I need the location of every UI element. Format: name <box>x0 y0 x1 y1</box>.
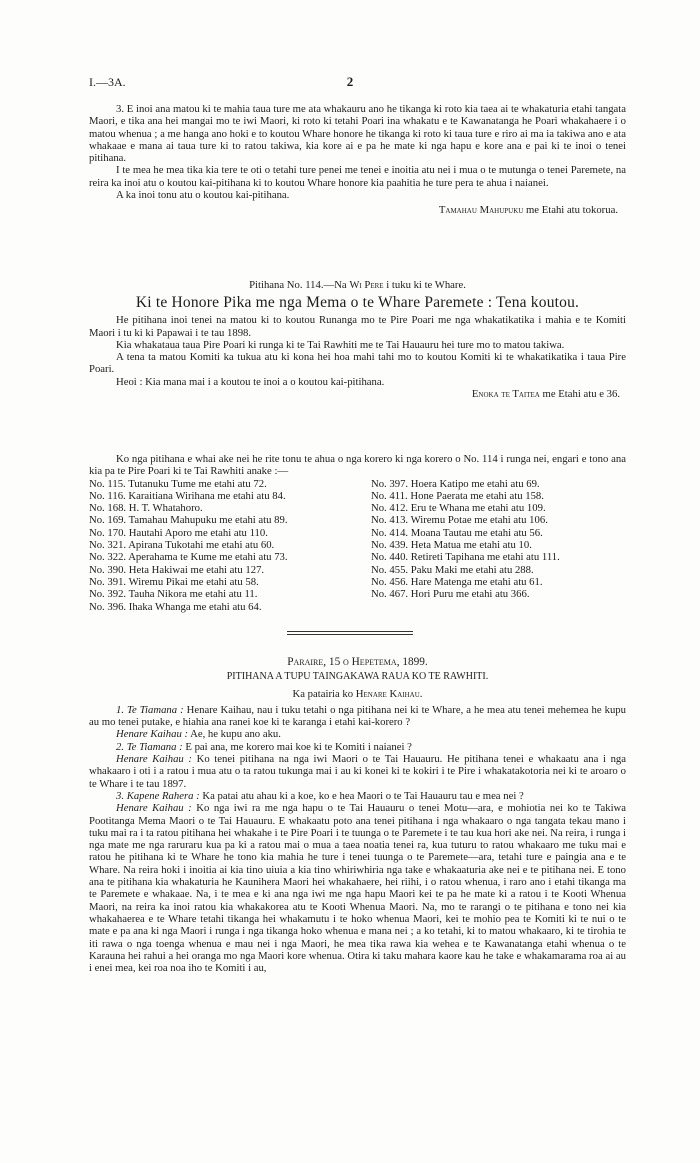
examined-line <box>89 688 626 700</box>
qa-paragraph <box>89 728 626 740</box>
similar-petitions-section <box>89 453 626 613</box>
list-item: No. 412. Eru te Whana me etahi atu 109. <box>371 502 546 515</box>
paragraph: Heoi : Kia mana mai i a koutou te inoi a o koutou kai-pitihana. <box>116 375 385 388</box>
session-reference: I.—3A. <box>89 75 126 89</box>
speech-text: Ka patai atu ahau ki a koe, ko e hea Maori o te Tai Hauauru tau e mea nei ? <box>199 789 524 802</box>
examined-text: Ka patairia ko <box>292 687 356 700</box>
petition-heading <box>89 279 626 291</box>
hearing-date: Paraire, 15 o Hepetema, 1899. <box>287 656 428 668</box>
qa-paragraph <box>89 753 626 790</box>
heading-text: Pitihana No. 114.—Na <box>249 279 350 291</box>
speaker-label: Henare Kaihau : <box>116 753 192 766</box>
qa-paragraph <box>89 802 626 974</box>
paragraph: He pitihana inoi tenei na matou ki to koutou Runanga mo te Pire Poari me nga whakatikatika i mahia e te Komiti Maori i tu ki ki Papawai i te tau 1898. <box>89 314 626 339</box>
signatory-rest: me Etahi atu e 36. <box>539 388 620 401</box>
list-item: No. 321. Apirana Tukotahi me etahi atu 60. <box>89 539 275 552</box>
speech-text: Ae, he kupu ano aku. <box>188 728 281 741</box>
paragraph: I te mea he mea tika kia tere te oti o tetahi ture penei me tenei e inoitia atu nei i mua o te mutunga o tenei Paremete, na reira ka inoi atu o koutou kai-pitihana ki to koutou Whare honore kia paahitia he ture pera te ahua i naianei. <box>89 164 626 189</box>
section-divider <box>287 631 413 637</box>
list-item: No. 396. Ihaka Whanga me etahi atu 64. <box>89 600 262 613</box>
list-item: No. 411. Hone Paerata me etahi atu 158. <box>371 489 544 502</box>
list-item: No. 414. Moana Tautau me etahi atu 56. <box>371 526 543 539</box>
closing-line: A ka inoi tonu atu o koutou kai-pitihana. <box>116 189 290 202</box>
hearing-section <box>89 656 626 974</box>
question-answer-list <box>89 704 626 975</box>
speech-text: Henare Kaihau, nau i tuku tetahi o nga pitihana nei ki te Whare, a he mea atu tenei mehemea he kupu au mo tenei putake, e hiahia ana ranei koe ki te karanga i etahi kai-korero ? <box>89 703 626 729</box>
speaker-label: 3. Kapene Rahera : <box>116 789 200 802</box>
list-item: No. 397. Hoera Katipo me etahi atu 69. <box>371 477 540 490</box>
speaker-label: Henare Kaihau : <box>116 728 189 741</box>
list-item: No. 413. Wiremu Potae me etahi atu 106. <box>371 514 548 527</box>
list-item: No. 116. Karaitiana Wirihana me etahi atu 84. <box>89 489 286 502</box>
petition-list-right <box>371 478 626 613</box>
signatory-name: Tamahau Mahupuku <box>438 204 524 217</box>
qa-paragraph <box>89 790 626 802</box>
list-item: No. 456. Hare Matenga me etahi atu 61. <box>371 575 543 588</box>
petition-list <box>89 478 626 613</box>
list-item: No. 439. Heta Matua me etahi atu 10. <box>371 539 532 552</box>
paragraph: A tena ta matou Komiti ka tukua atu ki kona hei hoa mahi tahi mo to koutou Komiti ki te whakatikatika i taua Pire Poari. <box>89 351 626 376</box>
page-number: 2 <box>346 74 354 89</box>
speaker-label: Henare Kaihau : <box>116 802 192 815</box>
qa-paragraph <box>89 741 626 753</box>
list-item: No. 392. Tauha Nikora me etahi atu 11. <box>89 588 258 601</box>
list-item: No. 322. Aperahama te Kume me etahi atu 73. <box>89 551 288 564</box>
list-item: No. 455. Paku Maki me etahi atu 288. <box>371 563 534 576</box>
list-item: No. 169. Tamahau Mahupuku me etahi atu 89. <box>89 514 288 527</box>
speaker-label: 2. Te Tiamana : <box>116 740 183 753</box>
list-item: No. 168. H. T. Whatahoro. <box>89 502 203 515</box>
examined-end: . <box>419 687 423 700</box>
list-item: No. 391. Wiremu Pikai me etahi atu 58. <box>89 575 259 588</box>
speech-text: E pai ana, me korero mai koe ki te Komiti i naianei ? <box>182 740 412 753</box>
signatory-rest: me Etahi atu tokorua. <box>523 204 618 217</box>
salutation: Ki te Honore Pika me nga Mema o te Whare Paremete : Tena koutou. <box>135 294 580 312</box>
previous-petition-ending <box>89 103 626 217</box>
list-item: No. 390. Heta Hakiwai me etahi atu 127. <box>89 563 265 576</box>
paragraph: Kia whakataua taua Pire Poari ki runga ki te Tai Rawhiti me te Tai Hauauru hei ture mo to matou takiwa. <box>116 338 565 351</box>
petition-114 <box>89 279 626 400</box>
signatory-name: Enoka te Taitea <box>471 388 540 401</box>
petition-list-left <box>89 478 371 613</box>
speaker-label: 1. Te Tiamana : <box>116 703 184 716</box>
list-item: No. 170. Hautahi Aporo me etahi atu 110. <box>89 526 268 539</box>
paragraph: 3. E inoi ana matou ki te mahia taua ture me ata whakauru ano he tikanga ki roto kia taea ai te whakaturia etahi tangata Maori, e tika ana hei mangai mo te iwi Maori, ki roto ki tetahi Poari ina whakatu e te Kawanatanga he Poari whakahaere i o matou whenua ; a me hanga ano hoki e to koutou Whare honore he tikanga ki roto ki taua ture e riro ai ma ia takiwa ano e ata whakaae e mana ai taua ture ki to ratou takiwa, kia kore ai e pa he mate ki nga hapu e kore ana e pai ki te inoi o tenei pitihana. <box>89 103 626 165</box>
heading-text-end: i tuku ki te Whare. <box>383 279 466 291</box>
hearing-title: PITIHANA A TUPU TAINGAKAWA RAUA KO TE RAWHITI. <box>226 671 489 683</box>
list-intro: Ko nga pitihana e whai ake nei he rite tonu te ahua o nga korero ki nga korero o No. 114 i runga nei, engari e tono ana kia pa te Pire Poari ki te Tai Rawhiti anake :— <box>89 453 626 478</box>
examined-name: Henare Kaihau <box>355 687 420 700</box>
speech-text: Ko tenei pitihana na nga iwi Maori o te Tai Hauauru. He pitihana tenei e whakaatu ana i nga whakaaro i oti i a ratou i mua atu o ta ratou tukunga mai i au ki konei ki te kokiri i te Pire i whakatakotoria nei ki te aroaro o te Whare i te tau 1897. <box>89 753 627 790</box>
qa-paragraph <box>89 704 626 729</box>
speech-text: Ko nga iwi ra me nga hapu o te Tai Hauauru o tenei Motu—ara, e mohiotia nei ko te Takiwa Pootitanga Mema Maori o te Tai Hauauru. E whakaatu poto ana tenei pitihana i nga whakaaro o nga tangata tekau mano i tuku mai ra i ta ratou pitihana hei whakahe i te Pire Poari i te tuunga o te Paremete i te tau kua hori ake nei. Na reira, i runga i nga mate me nga raruraru kua pa ki a ratou mai o mua a taea noatia tenei ra, kua tuturu to ratou whakaaro me tuku mai e ratou he pitihana ki te Whare he tono kia mahia he ture i tenei tuunga o te Paremete—ara, tetahi ture e paingia ana e te Whare. Na reira hoki i inoitia ai kia tino uiuia a kia tino whiriwhiria nga take e whakaaturia ake nei e te pitihana nei. E tono ana te pitihana kia whakaturia he Kaunihera Maori hei whakahaere, hei riihi, i o ratou whenua, i raro ano i etahi tikanga ma te Paremete e whakaae. Na, i te mea e ki ana nga iwi me nga hapu Maori kei te pa he mate ki a ratou i te Kooti Whenua Maori, na reira ka inoi ratou kia whakakorea atu te Kooti Whenua Maori. Na, mo te rarangi o te pitihana e tono nei kia whakahaerea e te Whare tetahi tikanga hei whakamutu i te hoko whenua Maori, kei te mohio pea te Komiti ki te nui o te mate e pa ana ki nga Maori i runga i nga tikanga hoko whenua e mana nei ; a ko tetahi, ki to matou whakaaro, ki te tirohia te iti rawa o nga toenga whenua e mau nei i nga Maori, he mea tika rawa kia wehea e te Kawanatanga etahi whenua o te Karauna hei rahui a hei oranga mo nga Maori kore whenua. Otira ki taku mahara kaore kau he take e whakamarama roa ai au i enei mea, kei roa noa iho te Komiti i au, <box>89 802 626 975</box>
heading-name: Wi Pere <box>349 279 384 291</box>
list-item: No. 440. Retireti Tapihana me etahi atu 111. <box>371 551 560 564</box>
list-item: No. 467. Hori Puru me etahi atu 366. <box>371 588 530 601</box>
running-header <box>89 76 611 92</box>
signature <box>89 388 626 400</box>
signature <box>89 204 626 216</box>
list-item: No. 115. Tutanuku Tume me etahi atu 72. <box>89 477 267 490</box>
